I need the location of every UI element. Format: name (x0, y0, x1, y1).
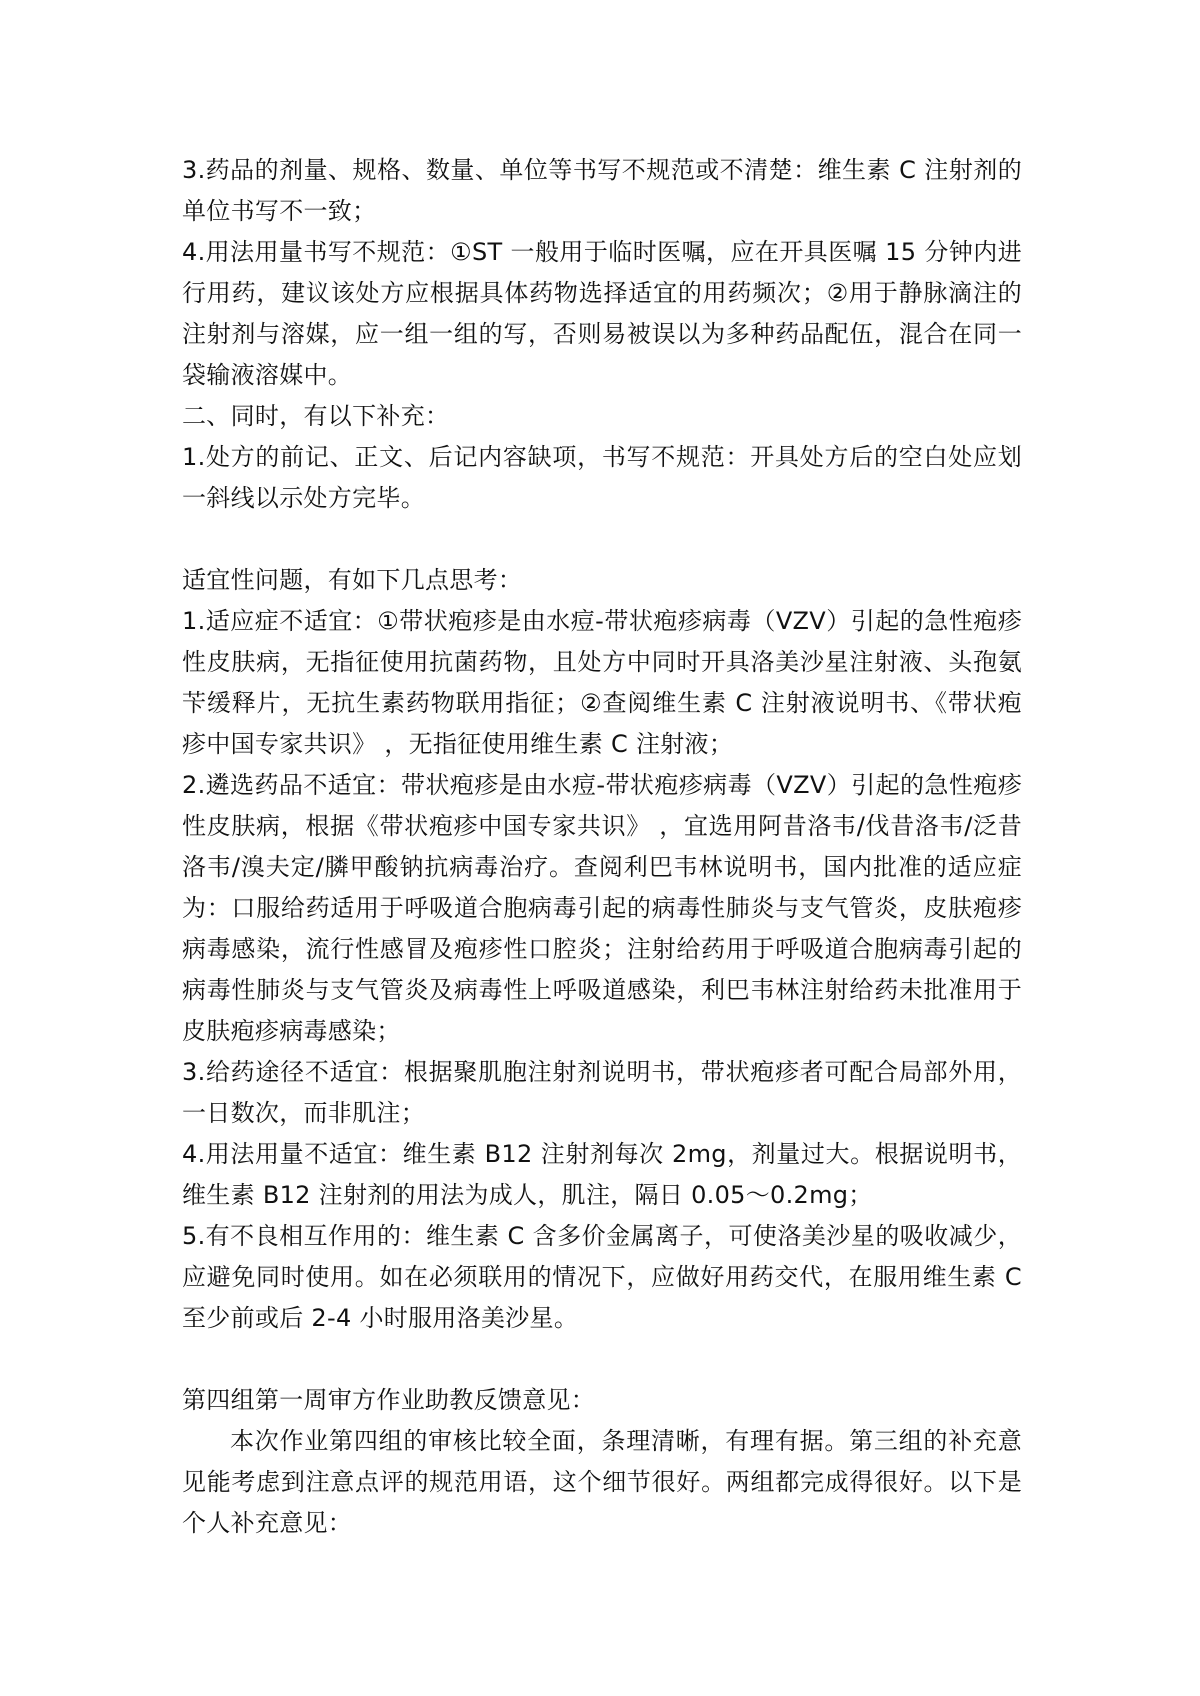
paragraph-indication: 1.适应症不适宜：①带状疱疹是由水痘-带状疱疹病毒（VZV）引起的急性疱疹性皮肤病，无指征使用抗菌药物，且处方中同时开具洛美沙星注射液、头孢氨苄缓释片，无抗生素药物联用指征；②查阅维生素 C 注射液说明书、《带状疱疹中国专家共识》 ，无指征使用维生素 C 注射液； (182, 607, 1022, 758)
section-heading-appropriateness: 适宜性问题，有如下几点思考： (182, 566, 523, 594)
document-body (182, 150, 1022, 1544)
blank-line (182, 1339, 1022, 1380)
section-heading-supplement: 二、同时，有以下补充： (182, 402, 450, 430)
paragraph-prescription-format: 1.处方的前记、正文、后记内容缺项，书写不规范：开具处方后的空白处应划一斜线以示处方完毕。 (182, 443, 1022, 512)
paragraph-feedback-body: 本次作业第四组的审核比较全面，条理清晰，有理有据。第三组的补充意见能考虑到注意点评的规范用语，这个细节很好。两组都完成得很好。以下是个人补充意见： (182, 1427, 1022, 1537)
paragraph-usage-dosage-writing: 4.用法用量书写不规范：①ST 一般用于临时医嘱，应在开具医嘱 15 分钟内进行用药，建议该处方应根据具体药物选择适宜的用药频次；②用于静脉滴注的注射剂与溶媒，应一组一组的写，否则易被误以为多种药品配伍，混合在同一袋输液溶媒中。 (182, 238, 1022, 389)
paragraph-dosage-spec: 3.药品的剂量、规格、数量、单位等书写不规范或不清楚：维生素 C 注射剂的单位书写不一致； (182, 156, 1022, 225)
section-heading-feedback: 第四组第一周审方作业助教反馈意见： (182, 1386, 596, 1414)
paragraph-interaction: 5.有不良相互作用的：维生素 C 含多价金属离子，可使洛美沙星的吸收减少，应避免同时使用。如在必须联用的情况下，应做好用药交代，在服用维生素 C 至少前或后 2-4 小时服用洛美沙星。 (182, 1222, 1022, 1332)
paragraph-usage-dosage: 4.用法用量不适宜：维生素 B12 注射剂每次 2mg，剂量过大。根据说明书，维生素 B12 注射剂的用法为成人，肌注，隔日 0.05～0.2mg； (182, 1140, 1022, 1209)
blank-line (182, 519, 1022, 560)
paragraph-drug-selection: 2.遴选药品不适宜：带状疱疹是由水痘-带状疱疹病毒（VZV）引起的急性疱疹性皮肤病，根据《带状疱疹中国专家共识》 ，宜选用阿昔洛韦/伐昔洛韦/泛昔洛韦/溴夫定/膦甲酸钠抗病毒治疗。查阅利巴韦林说明书，国内批准的适应症为：口服给药适用于呼吸道合胞病毒引起的病毒性肺炎与支气管炎，皮肤疱疹病毒感染，流行性感冒及疱疹性口腔炎；注射给药用于呼吸道合胞病毒引起的病毒性肺炎与支气管炎及病毒性上呼吸道感染，利巴韦林注射给药未批准用于皮肤疱疹病毒感染； (182, 771, 1022, 1045)
paragraph-route: 3.给药途径不适宜：根据聚肌胞注射剂说明书，带状疱疹者可配合局部外用，一日数次，而非肌注； (182, 1058, 1022, 1127)
